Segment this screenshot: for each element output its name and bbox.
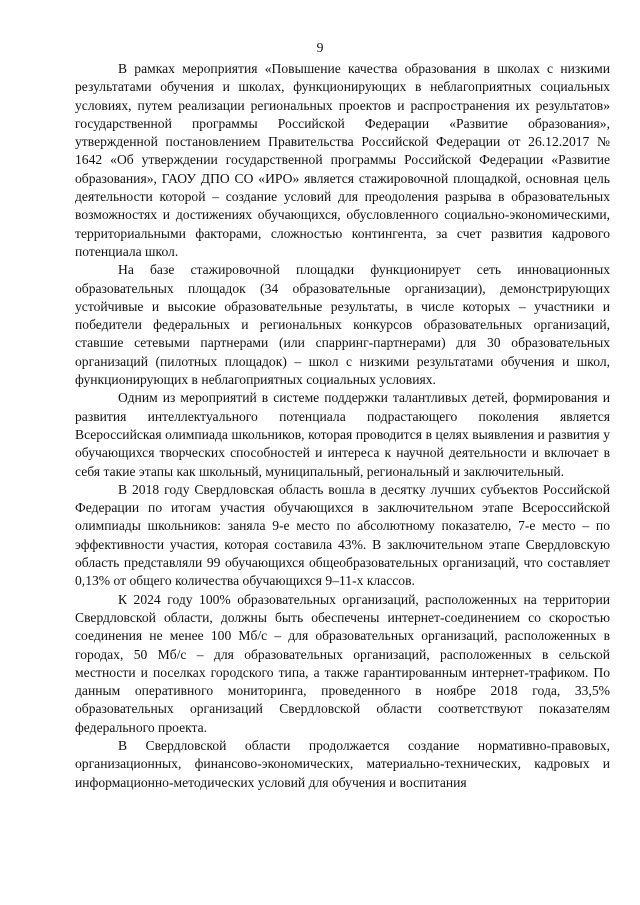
paragraph-retraining-site: В рамках мероприятия «Повышение качества образования в школах с низкими результатами обучения и школах, функционирующих в неблагоприятных социальных условиях, путем реализации региональных проектов и распространения их результатов» государственной программы Российской Федерации «Развитие образования», утвержденной постановлением Правительства Российской Федерации от 26.12.2017 № 1642 «Об утверждении государственной программы Российской Федерации «Развитие образования», ГАОУ ДПО СО «ИРО» является стажировочной площадкой, основная цель деятельности которой – создание условий для преодоления разрыва в образовательных возможностях и достижениях обучающихся, обусловленного социально-экономическими, территориальными факторами, сложностью контингента, за счет развития кадрового потенциала школ. [75, 61, 610, 259]
paragraph-innovation-network: На базе стажировочной площадки функционирует сеть инновационных образовательных площадок (34 образовательные организации), демонстрирующих устойчивые и высокие образовательные результаты, в числе которых – участники и победители федеральных и региональных конкурсов образовательных организаций, ставшие сетевыми партнерами (или спарринг-партнерами) для 30 образовательных организаций (пилотных площадок) – школ с низкими результатами обучения и школ, функционирующих в неблагоприятных социальных условиях. [75, 262, 610, 388]
paragraph-olympiad: Одним из мероприятий в системе поддержки талантливых детей, формирования и развития интеллектуального потенциала подрастающего поколения является Всероссийская олимпиада школьников, которая проводится в целях выявления и развития у обучающихся творческих способностей и интереса к научной деятельности и включает в себя такие этапы как школьный, муниципальный, региональный и заключительный. [75, 390, 610, 479]
paragraph-olympiad-results: В 2018 году Свердловская область вошла в десятку лучших субъектов Российской Федерации по итогам участия обучающихся в заключительном этапе Всероссийской олимпиады школьников: заняла 9-е место по абсолютному показателю, 7-е место – по эффективности участия, которая составила 43%. В заключительном этапе Свердловскую область представляли 99 обучающихся общеобразовательных организаций, что составляет 0,13% от общего количества обучающихся 9–11-х классов. [75, 481, 610, 589]
paragraph-internet-connection: К 2024 году 100% образовательных организаций, расположенных на территории Свердловской области, должны быть обеспечены интернет-соединением со скоростью соединения не менее 100 Мб/с – для образовательных организаций, расположенных в городах, 50 Мб/с – для образовательных организаций, расположенных в сельской местности и поселках городского типа, а также гарантированным интернет-трафиком. По данным оперативного мониторинга, проведенного в ноябре 2018 года, 33,5% образовательных организаций Свердловской области соответствуют показателям федерального проекта. [75, 591, 610, 735]
paragraph-conditions: В Свердловской области продолжается создание нормативно-правовых, организационных, финансово-экономических, материально-технических, кадровых и информационно-методических условий для обучения и воспитания [75, 737, 610, 790]
document-body [75, 60, 610, 792]
page-number: 9 [316, 40, 324, 55]
